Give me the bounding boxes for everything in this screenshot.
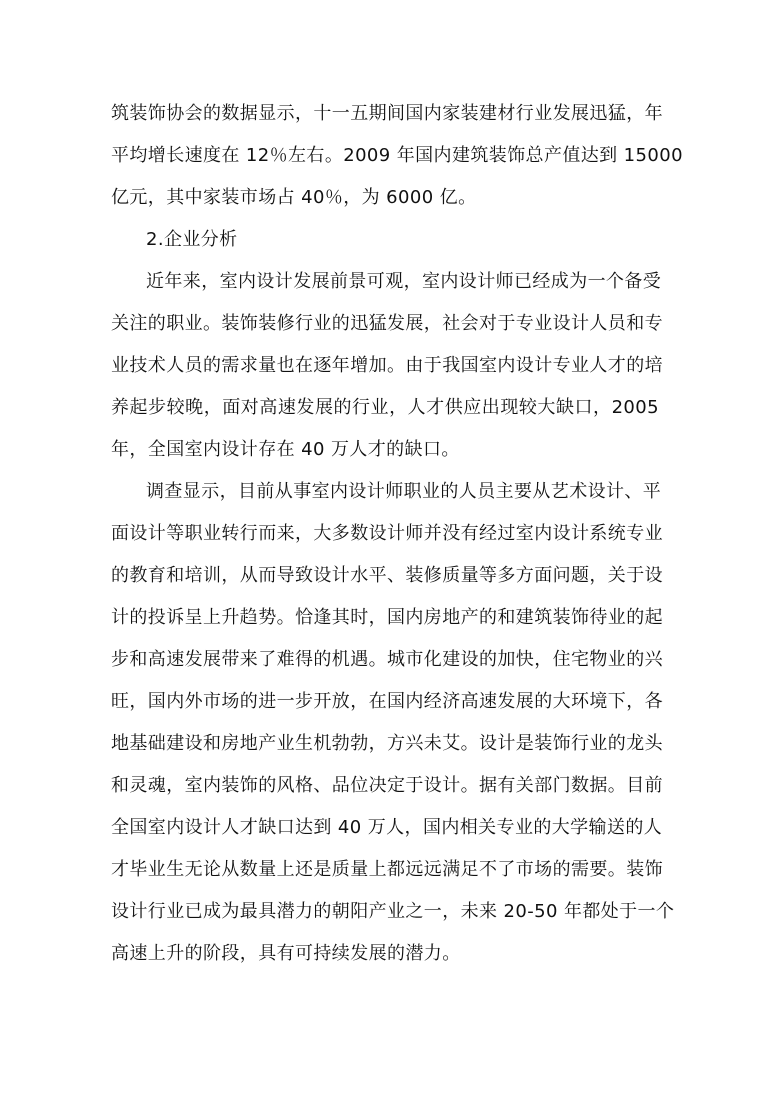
paragraph-line: 步和高速发展带来了难得的机遇。城市化建设的加快，住宅物业的兴 [111, 649, 663, 670]
paragraph-line: 高速上升的阶段，具有可持续发展的潜力。 [111, 943, 461, 964]
paragraph-line: 业技术人员的需求量也在逐年增加。由于我国室内设计专业人才的培 [111, 355, 663, 376]
paragraph-line: 调查显示，目前从事室内设计师职业的人员主要从艺术设计、平 [146, 481, 662, 502]
section-heading: 2.企业分析 [146, 229, 238, 250]
paragraph-line: 近年来，室内设计发展前景可观，室内设计师已经成为一个备受 [146, 271, 662, 292]
paragraph-line: 亿元，其中家装市场占 40％，为 6000 亿。 [111, 187, 477, 208]
paragraph-line: 全国室内设计人才缺口达到 40 万人，国内相关专业的大学输送的人 [111, 817, 663, 838]
paragraph-line: 才毕业生无论从数量上还是质量上都远远满足不了市场的需要。装饰 [111, 859, 663, 880]
paragraph-line: 设计行业已成为最具潜力的朝阳产业之一，未来 20-50 年都处于一个 [111, 901, 675, 922]
paragraph-line: 面设计等职业转行而来，大多数设计师并没有经过室内设计系统专业 [111, 523, 663, 544]
paragraph-line: 地基础建设和房地产业生机勃勃，方兴未艾。设计是装饰行业的龙头 [111, 733, 663, 754]
paragraph-line: 的教育和培训，从而导致设计水平、装修质量等多方面问题，关于设 [111, 565, 663, 586]
paragraph-line: 计的投诉呈上升趋势。恰逢其时，国内房地产的和建筑装饰待业的起 [111, 607, 663, 628]
paragraph-line: 和灵魂，室内装饰的风格、品位决定于设计。据有关部门数据。目前 [111, 775, 663, 796]
paragraph-line: 关注的职业。装饰装修行业的迅猛发展，社会对于专业设计人员和专 [111, 313, 663, 334]
paragraph-line: 年，全国室内设计存在 40 万人才的缺口。 [111, 439, 460, 460]
paragraph-line: 筑装饰协会的数据显示，十一五期间国内家装建材行业发展迅猛，年 [111, 103, 663, 124]
paragraph-line: 养起步较晚，面对高速发展的行业，人才供应出现较大缺口，2005 [111, 397, 659, 418]
paragraph-line: 旺，国内外市场的进一步开放，在国内经济高速发展的大环境下，各 [111, 691, 663, 712]
paragraph-line: 平均增长速度在 12％左右。2009 年国内建筑装饰总产值达到 15000 [111, 145, 683, 166]
